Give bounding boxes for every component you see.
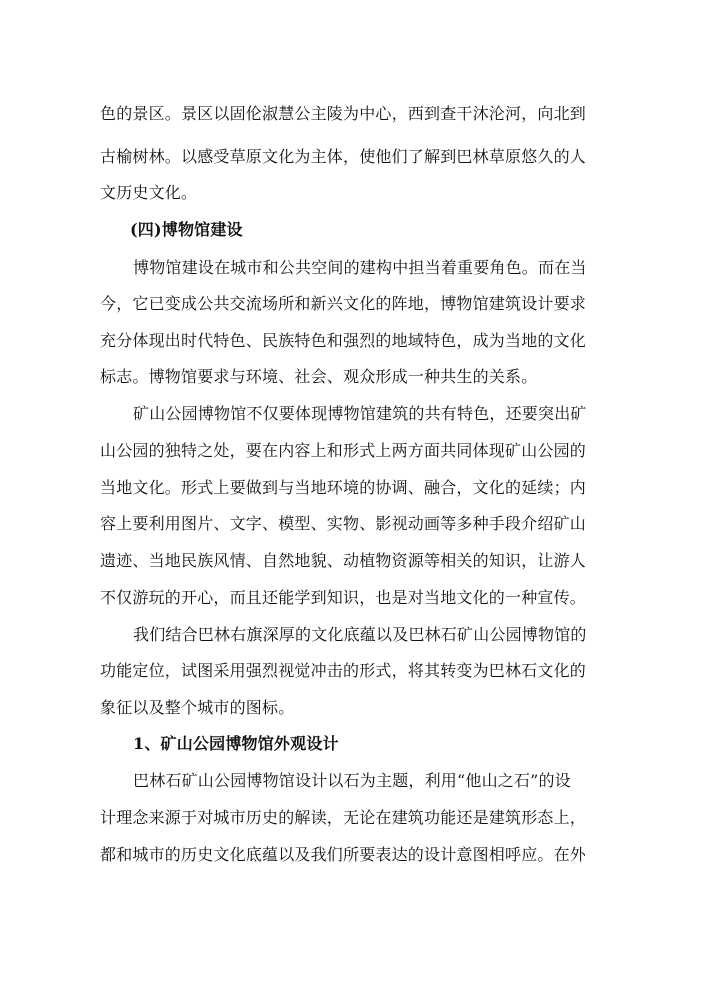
paragraph-3-line-4: 容上要利用图片、文字、模型、实物、影视动画等多种手段介绍矿山 bbox=[100, 514, 587, 533]
paragraph-3-line-1: 矿山公园博物馆不仅要体现博物馆建筑的共有特色，还要突出矿 bbox=[133, 404, 587, 423]
paragraph-4-line-2: 功能定位，试图采用强烈视觉冲击的形式，将其转变为巴林石文化的 bbox=[100, 661, 587, 680]
paragraph-1-line-3: 文历史文化。 bbox=[100, 183, 198, 202]
section-heading-museum: (四)博物馆建设 bbox=[130, 220, 243, 239]
paragraph-2-line-4: 标志。博物馆要求与环境、社会、观众形成一种共生的关系。 bbox=[100, 367, 538, 386]
paragraph-2-line-3: 充分体现出时代特色、民族特色和强烈的地域特色，成为当地的文化 bbox=[100, 331, 587, 350]
subsection-heading-exterior-design: 1、矿山公园博物馆外观设计 bbox=[133, 734, 339, 753]
paragraph-1-line-1: 色的景区。景区以固伦淑慧公主陵为中心，西到查干沐沦河，向北到 bbox=[100, 104, 587, 123]
paragraph-2-line-1: 博物馆建设在城市和公共空间的建构中担当着重要角色。而在当 bbox=[133, 258, 587, 277]
paragraph-3-line-2: 山公园的独特之处，要在内容上和形式上两方面共同体现矿山公园的 bbox=[100, 441, 587, 460]
paragraph-5-line-1: 巴林石矿山公园博物馆设计以石为主题，利用“他山之石”的设 bbox=[133, 771, 571, 790]
paragraph-2-line-2: 今，它已变成公共交流场所和新兴文化的阵地，博物馆建筑设计要求 bbox=[100, 294, 587, 313]
paragraph-4-line-1: 我们结合巴林右旗深厚的文化底蕴以及巴林石矿山公园博物馆的 bbox=[133, 625, 587, 644]
paragraph-3-line-6: 不仅游玩的开心，而且还能学到知识，也是对当地文化的一种宣传。 bbox=[100, 588, 587, 607]
paragraph-1-line-2: 古榆树林。以感受草原文化为主体，使他们了解到巴林草原悠久的人 bbox=[100, 147, 587, 166]
paragraph-5-line-3: 都和城市的历史文化底蕴以及我们所要表达的设计意图相呼应。在外 bbox=[100, 845, 587, 864]
paragraph-3-line-3: 当地文化。形式上要做到与当地环境的协调、融合，文化的延续；内 bbox=[100, 478, 587, 497]
paragraph-5-line-2: 计理念来源于对城市历史的解读，无论在建筑功能还是建筑形态上， bbox=[100, 808, 587, 827]
paragraph-3-line-5: 遗迹、当地民族风情、自然地貌、动植物资源等相关的知识，让游人 bbox=[100, 551, 587, 570]
paragraph-4-line-3: 象征以及整个城市的图标。 bbox=[100, 698, 295, 717]
